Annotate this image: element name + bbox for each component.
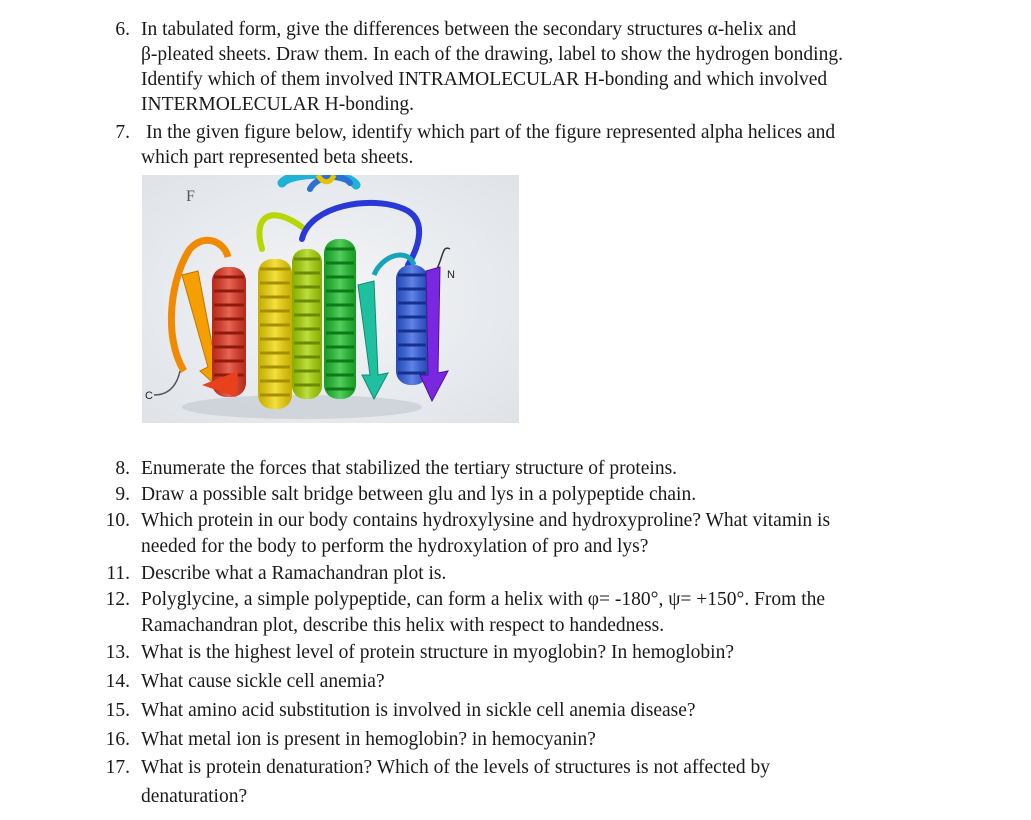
question-number: 9. — [115, 484, 130, 505]
question-text: Which protein in our body contains hydroxylysine and hydroxyproline? What vitamin is — [141, 510, 831, 531]
alpha-helix-yellow — [258, 259, 292, 409]
question-number: 14. — [105, 671, 130, 692]
question-text: Polyglycine, a simple polypeptide, can form a helix with φ= -180°, ψ= +150°. From the — [141, 589, 826, 610]
question-number: 15. — [105, 700, 130, 721]
alpha-helix-green — [324, 239, 356, 399]
question-number: 6. — [115, 19, 130, 40]
question-text: Draw a possible salt bridge between glu and lys in a polypeptide chain. — [141, 484, 697, 505]
figure-label-n: N — [447, 269, 455, 281]
alpha-helix-lime — [292, 249, 322, 399]
question-text: which part represented beta sheets. — [141, 147, 414, 168]
question-number: 12. — [105, 589, 130, 610]
question-text: β-pleated sheets. Draw them. In each of the drawing, label to show the hydrogen bonding. — [141, 44, 843, 65]
question-text: denaturation? — [141, 786, 248, 807]
question-text: Describe what a Ramachandran plot is. — [141, 563, 447, 584]
question-text: needed for the body to perform the hydroxylation of pro and lys? — [141, 536, 649, 557]
question-text: What cause sickle cell anemia? — [141, 671, 385, 692]
question-number: 11. — [106, 563, 130, 584]
question-text: Identify which of them involved INTRAMOLECULAR H-bonding and which involved — [141, 69, 828, 90]
question-text: INTERMOLECULAR H-bonding. — [141, 94, 414, 115]
question-number: 16. — [105, 729, 130, 750]
question-text: What metal ion is present in hemoglobin? in hemocyanin? — [141, 729, 596, 750]
question-text: Ramachandran plot, describe this helix with respect to handedness. — [141, 615, 665, 636]
question-text: Enumerate the forces that stabilized the tertiary structure of proteins. — [141, 458, 678, 479]
question-text: What is the highest level of protein structure in myoglobin? In hemoglobin? — [141, 642, 734, 663]
protein-structure-figure — [142, 175, 519, 423]
question-number: 8. — [115, 458, 130, 479]
question-number: 7. — [115, 122, 130, 143]
figure-label-c: C — [145, 390, 153, 402]
alpha-helix-blue — [396, 265, 428, 385]
question-number: 10. — [105, 510, 130, 531]
figure-label-f: F — [186, 188, 195, 205]
question-number: 17. — [105, 757, 130, 778]
question-number: 13. — [105, 642, 130, 663]
question-text: In the given figure below, identify which part of the figure represented alpha helices and — [146, 122, 836, 143]
question-text: What is protein denaturation? Which of the levels of structures is not affected by — [141, 757, 771, 778]
question-text: In tabulated form, give the differences between the secondary structures α-helix and — [141, 19, 797, 40]
question-text: What amino acid substitution is involved in sickle cell anemia disease? — [141, 700, 696, 721]
